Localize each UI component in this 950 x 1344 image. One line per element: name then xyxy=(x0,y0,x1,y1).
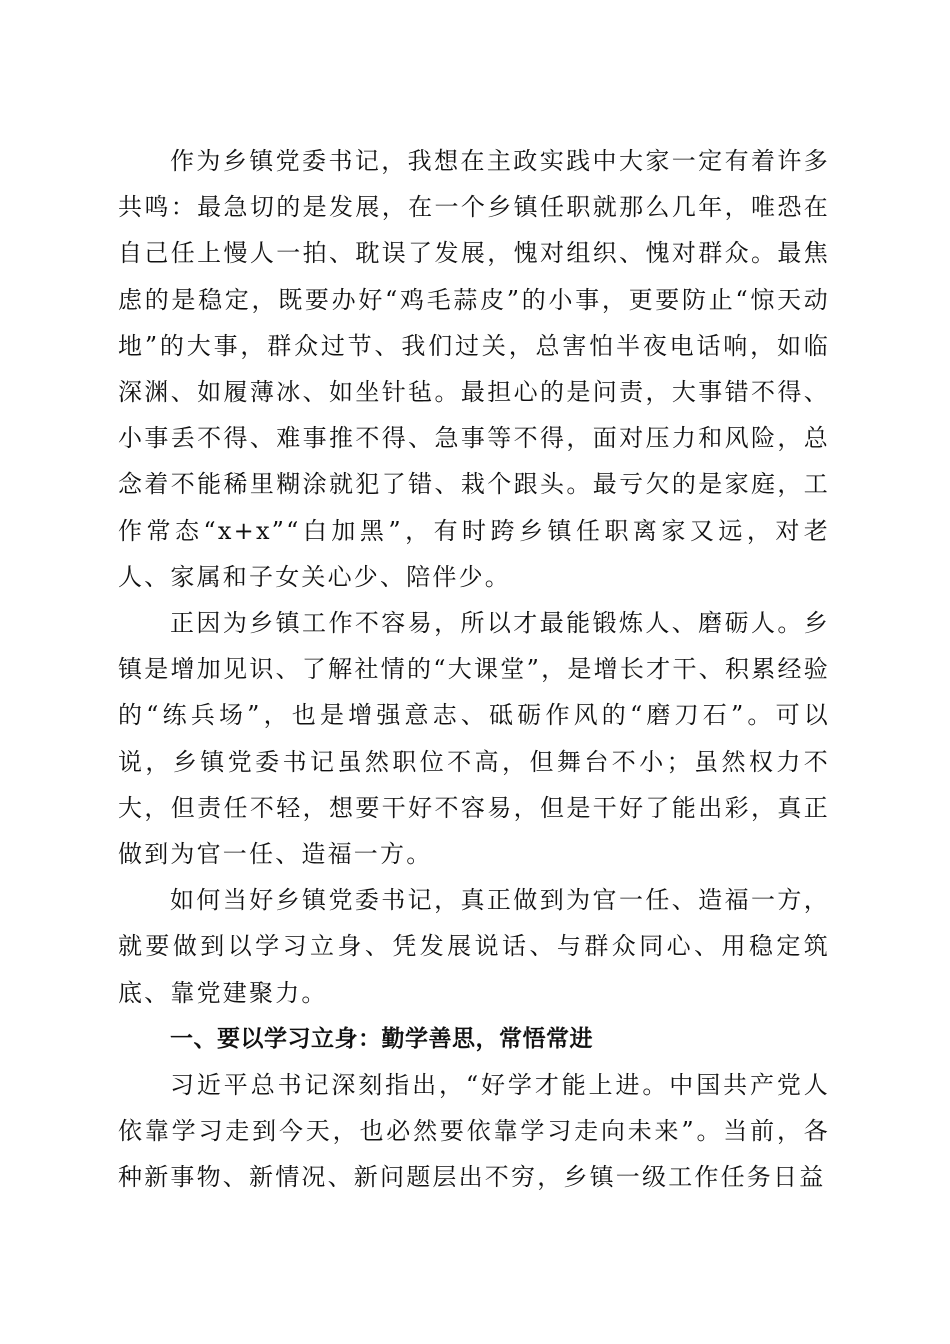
paragraph-section-1: 习近平总书记深刻指出，“好学才能上进。中国共产党人依靠学习走到今天，也必然要依靠学习走向未来”。当前，各种新事物、新情况、新问题层出不穷，乡镇一级工作任务日益 xyxy=(118,1071,830,1192)
section-heading-1: 一、要以学习立身：勤学善思，常悟常进 xyxy=(170,1025,593,1052)
paragraph-intro: 作为乡镇党委书记，我想在主政实践中大家一定有着许多共鸣：最急切的是发展，在一个乡镇任职就那么几年，唯恐在自己任上慢人一拍、耽误了发展，愧对组织、愧对群众。最焦虑的是稳定，既要办好“鸡毛蒜皮”的小事，更要防止“惊天动地”的大事，群众过节、我们过关，总害怕半夜电话响，如临深渊、如履薄冰、如坐针毡。最担心的是问责，大事错不得、小事丢不得、难事推不得、急事等不得，面对压力和风险，总念着不能稀里糊涂就犯了错、栽个跟头。最亏欠的是家庭，工作常态“x+x”“白加黑”，有时跨乡镇任职离家又远，对老人、家属和子女关心少、陪伴少。 xyxy=(118,147,830,591)
document-body xyxy=(118,138,830,1201)
paragraph-township-work: 正因为乡镇工作不容易，所以才最能锻炼人、磨砺人。乡镇是增加见识、了解社情的“大课堂”，是增长才干、积累经验的“练兵场”，也是增强意志、砥砺作风的“磨刀石”。可以说，乡镇党委书记虽然职位不高，但舞台不小；虽然权力不大，但责任不轻，想要干好不容易，但是干好了能出彩，真正做到为官一任、造福一方。 xyxy=(118,609,830,869)
paragraph-how-to: 如何当好乡镇党委书记，真正做到为官一任、造福一方，就要做到以学习立身、凭发展说话、与群众同心、用稳定筑底、靠党建聚力。 xyxy=(118,886,830,1007)
